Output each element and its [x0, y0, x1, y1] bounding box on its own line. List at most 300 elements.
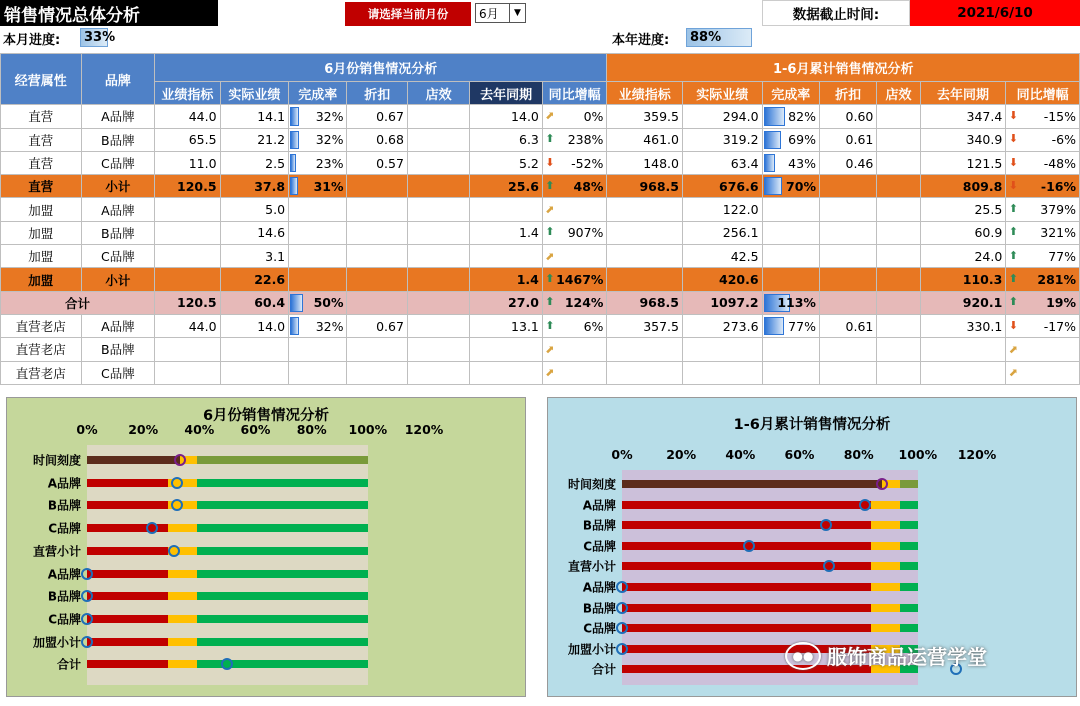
category-label: 合计 — [591, 662, 616, 677]
arrow-down-icon: ⬇ — [1008, 155, 1018, 169]
value-marker — [859, 499, 871, 511]
value-cell — [347, 245, 407, 268]
band-segment — [900, 624, 918, 632]
arrow-up-icon: ⬆ — [1008, 225, 1018, 239]
completion-value: 50% — [313, 295, 344, 311]
value-cell: 14.0 — [220, 314, 288, 337]
value-cell: 13.1 — [470, 314, 543, 337]
value-cell — [407, 338, 469, 361]
completion-bar — [764, 177, 782, 195]
completion-cell — [289, 245, 347, 268]
value-cell — [819, 291, 876, 314]
completion-bar — [290, 107, 298, 125]
value-cell — [607, 221, 683, 244]
value-cell — [819, 175, 876, 198]
arrow-flat-icon: ⬈ — [1008, 342, 1018, 356]
completion-cell — [289, 314, 347, 337]
yoy-cell — [1006, 175, 1080, 198]
col-header: 店效 — [877, 82, 920, 105]
row-brand: A品牌 — [81, 198, 155, 221]
row-attr: 直营 — [1, 175, 82, 198]
value-cell: 14.0 — [470, 105, 543, 128]
value-cell — [607, 338, 683, 361]
yoy-value: 124% — [564, 295, 604, 311]
value-cell: 148.0 — [607, 151, 683, 174]
value-cell — [347, 361, 407, 384]
arrow-up-icon: ⬆ — [1008, 272, 1018, 286]
completion-bar — [290, 294, 303, 312]
x-tick-label: 40% — [184, 422, 215, 437]
value-cell — [155, 245, 220, 268]
value-cell: 0.61 — [819, 128, 876, 151]
value-cell: 1.4 — [470, 268, 543, 291]
row-attr: 加盟 — [1, 268, 82, 291]
band-segment — [197, 570, 368, 578]
arrow-flat-icon: ⬈ — [545, 366, 555, 380]
completion-bar — [764, 154, 775, 172]
x-tick-label: 40% — [725, 447, 756, 462]
band-segment — [197, 547, 368, 555]
arrow-down-icon: ⬇ — [1008, 108, 1018, 122]
arrow-up-icon: ⬆ — [545, 295, 555, 309]
value-cell — [607, 361, 683, 384]
band-segment — [87, 501, 168, 509]
value-marker — [171, 477, 183, 489]
completion-value: 70% — [786, 178, 816, 194]
table-row — [1, 175, 1080, 198]
value-marker — [743, 540, 755, 552]
value-cell — [347, 175, 407, 198]
yoy-value: 19% — [1046, 295, 1076, 311]
x-tick-label: 0% — [611, 447, 633, 462]
value-cell — [682, 338, 762, 361]
completion-value: 31% — [313, 178, 344, 194]
value-cell: 256.1 — [682, 221, 762, 244]
yoy-cell — [542, 105, 607, 128]
value-cell: 3.1 — [220, 245, 288, 268]
x-tick-label: 100% — [898, 447, 938, 462]
band-segment — [87, 547, 168, 555]
value-cell — [347, 291, 407, 314]
value-cell — [877, 221, 920, 244]
value-cell: 809.8 — [920, 175, 1006, 198]
value-cell — [407, 221, 469, 244]
completion-value: 32% — [315, 318, 344, 334]
yoy-value: 1467% — [556, 272, 604, 288]
value-cell: 42.5 — [682, 245, 762, 268]
category-label: C品牌 — [583, 539, 616, 554]
value-cell — [407, 105, 469, 128]
value-marker — [81, 590, 93, 602]
category-label: 加盟小计 — [567, 642, 616, 657]
yoy-cell — [1006, 105, 1080, 128]
value-cell: 27.0 — [470, 291, 543, 314]
yoy-cell — [542, 198, 607, 221]
row-attr: 合计 — [1, 291, 155, 314]
band-segment — [197, 479, 368, 487]
chart-title: 1-6月累计销售情况分析 — [733, 417, 891, 433]
band-segment — [871, 501, 901, 509]
value-cell: 920.1 — [920, 291, 1006, 314]
arrow-down-icon: ⬇ — [1008, 132, 1018, 146]
value-marker — [81, 568, 93, 580]
category-label: 合计 — [56, 657, 81, 672]
yoy-cell — [542, 338, 607, 361]
band-segment — [622, 480, 882, 488]
completion-value: 43% — [788, 155, 816, 171]
value-cell — [607, 198, 683, 221]
value-cell — [347, 338, 407, 361]
value-cell — [920, 361, 1006, 384]
table-row — [1, 291, 1080, 314]
completion-cell — [289, 291, 347, 314]
yoy-cell — [1006, 361, 1080, 384]
value-cell — [819, 268, 876, 291]
arrow-up-icon: ⬆ — [545, 318, 555, 332]
value-cell: 44.0 — [155, 314, 220, 337]
band-segment — [87, 592, 168, 600]
value-cell — [155, 268, 220, 291]
row-brand: C品牌 — [81, 361, 155, 384]
completion-cell — [289, 221, 347, 244]
x-tick-label: 120% — [404, 422, 444, 437]
completion-bar — [764, 317, 784, 335]
watermark-text: 服饰商品运营学堂 — [827, 645, 987, 669]
band-segment — [900, 521, 918, 529]
row-brand: 小计 — [81, 175, 155, 198]
row-attr: 直营老店 — [1, 361, 82, 384]
month-progress-value: 33% — [80, 28, 108, 47]
completion-bar — [290, 154, 296, 172]
x-tick-label: 80% — [296, 422, 327, 437]
band-segment — [622, 501, 871, 509]
completion-value: 77% — [788, 318, 816, 334]
col-header: 实际业绩 — [682, 82, 762, 105]
value-cell: 63.4 — [682, 151, 762, 174]
chart-title: 6月份销售情况分析 — [202, 408, 330, 424]
yoy-cell — [542, 361, 607, 384]
band-segment — [622, 583, 871, 591]
value-marker — [616, 602, 628, 614]
yoy-cell — [542, 175, 607, 198]
row-brand: B品牌 — [81, 338, 155, 361]
header-bar — [0, 0, 1080, 50]
yoy-cell — [542, 221, 607, 244]
value-cell — [407, 291, 469, 314]
value-cell: 24.0 — [920, 245, 1006, 268]
value-cell — [155, 198, 220, 221]
category-label: C品牌 — [48, 612, 81, 627]
row-brand: C品牌 — [81, 245, 155, 268]
col-header: 去年同期 — [470, 82, 543, 105]
value-marker — [221, 658, 233, 670]
x-tick-label: 100% — [348, 422, 388, 437]
col-header: 同比增幅 — [1006, 82, 1080, 105]
value-cell: 11.0 — [155, 151, 220, 174]
value-cell — [407, 175, 469, 198]
band-segment — [900, 542, 918, 550]
band-segment — [197, 456, 368, 464]
value-cell — [407, 198, 469, 221]
yoy-value: 281% — [1037, 272, 1076, 288]
chevron-down-icon[interactable]: ▼ — [509, 4, 525, 22]
table-row — [1, 151, 1080, 174]
table-row — [1, 361, 1080, 384]
value-cell: 60.4 — [220, 291, 288, 314]
value-cell — [877, 268, 920, 291]
x-tick-label: 0% — [76, 422, 98, 437]
month-dropdown-value: 6月 — [479, 6, 499, 21]
value-cell — [407, 128, 469, 151]
col-header: 业绩指标 — [607, 82, 683, 105]
yoy-value: 379% — [1040, 202, 1076, 218]
table-row — [1, 268, 1080, 291]
row-brand: B品牌 — [81, 128, 155, 151]
value-cell: 5.2 — [470, 151, 543, 174]
x-tick-label: 60% — [240, 422, 271, 437]
band-segment — [87, 479, 168, 487]
value-cell: 122.0 — [682, 198, 762, 221]
value-cell — [407, 268, 469, 291]
value-cell: 0.68 — [347, 128, 407, 151]
category-label: B品牌 — [47, 589, 81, 604]
value-marker — [81, 636, 93, 648]
value-cell — [407, 314, 469, 337]
band-segment — [168, 615, 196, 623]
value-cell: 25.5 — [920, 198, 1006, 221]
completion-value: 82% — [788, 108, 816, 124]
table-row — [1, 221, 1080, 244]
completion-cell — [289, 175, 347, 198]
value-cell: 2.5 — [220, 151, 288, 174]
band-segment — [622, 521, 871, 529]
value-marker — [174, 454, 186, 466]
value-cell: 461.0 — [607, 128, 683, 151]
band-segment — [622, 604, 871, 612]
completion-cell — [762, 175, 819, 198]
completion-bar — [290, 131, 298, 149]
yoy-value: 77% — [1048, 248, 1076, 264]
value-cell — [682, 361, 762, 384]
value-cell — [819, 338, 876, 361]
value-cell: 968.5 — [607, 291, 683, 314]
category-label: 直营小计 — [32, 544, 81, 559]
value-cell: 6.3 — [470, 128, 543, 151]
band-segment — [87, 456, 180, 464]
arrow-up-icon: ⬆ — [1008, 202, 1018, 216]
sales-table — [0, 53, 1080, 385]
x-tick-label: 60% — [784, 447, 815, 462]
arrow-down-icon: ⬇ — [1008, 178, 1018, 192]
value-marker — [616, 581, 628, 593]
table-row — [1, 198, 1080, 221]
yoy-cell — [1006, 291, 1080, 314]
completion-cell — [289, 268, 347, 291]
yoy-value: 907% — [567, 225, 604, 241]
value-marker — [876, 478, 888, 490]
value-cell — [155, 221, 220, 244]
value-cell — [877, 105, 920, 128]
value-cell: 14.6 — [220, 221, 288, 244]
row-brand: A品牌 — [81, 105, 155, 128]
completion-cell — [289, 151, 347, 174]
completion-cell — [762, 291, 819, 314]
table-row — [1, 105, 1080, 128]
head-ytd-group: 1-6月累计销售情况分析 — [607, 54, 1080, 82]
band-segment — [622, 624, 871, 632]
completion-value: 69% — [788, 132, 816, 148]
arrow-up-icon: ⬆ — [1008, 295, 1018, 309]
table-row — [1, 245, 1080, 268]
completion-bar — [764, 131, 782, 149]
arrow-down-icon: ⬇ — [545, 155, 555, 169]
value-cell: 359.5 — [607, 105, 683, 128]
completion-cell — [762, 221, 819, 244]
category-label: C品牌 — [583, 621, 616, 636]
completion-bar — [764, 107, 785, 125]
col-header: 折扣 — [347, 82, 407, 105]
value-marker — [171, 499, 183, 511]
value-cell — [470, 198, 543, 221]
yoy-cell — [1006, 221, 1080, 244]
col-header: 完成率 — [289, 82, 347, 105]
value-cell: 44.0 — [155, 105, 220, 128]
yoy-cell — [542, 245, 607, 268]
band-segment — [168, 638, 196, 646]
value-cell: 22.6 — [220, 268, 288, 291]
row-attr: 加盟 — [1, 198, 82, 221]
yoy-value: 238% — [567, 132, 604, 148]
value-cell: 65.5 — [155, 128, 220, 151]
value-cell — [877, 361, 920, 384]
completion-cell — [289, 128, 347, 151]
band-segment — [871, 604, 901, 612]
yoy-value: -6% — [1051, 132, 1076, 148]
arrow-flat-icon: ⬈ — [545, 203, 555, 217]
completion-cell — [762, 151, 819, 174]
value-cell — [347, 221, 407, 244]
yoy-cell — [1006, 198, 1080, 221]
band-segment — [197, 592, 368, 600]
completion-value: 23% — [315, 155, 344, 171]
row-attr: 直营 — [1, 151, 82, 174]
value-cell: 0.67 — [347, 105, 407, 128]
yoy-value: 6% — [583, 318, 604, 334]
value-cell — [819, 245, 876, 268]
value-cell — [407, 361, 469, 384]
value-cell: 0.60 — [819, 105, 876, 128]
yoy-value: 321% — [1040, 225, 1076, 241]
value-cell: 968.5 — [607, 175, 683, 198]
completion-cell — [289, 105, 347, 128]
yoy-value: -15% — [1043, 108, 1076, 124]
value-cell — [877, 314, 920, 337]
category-label: 加盟小计 — [32, 635, 81, 650]
band-segment — [197, 638, 368, 646]
head-attr: 经营属性 — [1, 54, 82, 105]
x-tick-label: 120% — [957, 447, 997, 462]
table-row — [1, 338, 1080, 361]
band-segment — [900, 501, 918, 509]
completion-value: 113% — [777, 295, 816, 311]
row-brand: 小计 — [81, 268, 155, 291]
band-segment — [871, 562, 901, 570]
value-cell: 347.4 — [920, 105, 1006, 128]
value-cell: 37.8 — [220, 175, 288, 198]
value-cell: 0.61 — [819, 314, 876, 337]
value-cell: 0.67 — [347, 314, 407, 337]
band-segment — [197, 524, 368, 532]
value-cell: 420.6 — [682, 268, 762, 291]
arrow-up-icon: ⬆ — [545, 132, 555, 146]
band-segment — [871, 521, 901, 529]
completion-cell — [289, 338, 347, 361]
yoy-cell — [542, 128, 607, 151]
value-cell — [155, 361, 220, 384]
category-label: B品牌 — [47, 498, 81, 513]
value-cell: 110.3 — [920, 268, 1006, 291]
completion-cell — [762, 338, 819, 361]
completion-cell — [762, 245, 819, 268]
row-brand: A品牌 — [81, 314, 155, 337]
value-cell: 294.0 — [682, 105, 762, 128]
yoy-cell — [542, 151, 607, 174]
category-label: C品牌 — [48, 521, 81, 536]
band-segment — [900, 604, 918, 612]
completion-bar — [290, 177, 298, 195]
month-progress-label: 本月进度: — [3, 32, 61, 48]
month-dropdown[interactable] — [475, 3, 526, 23]
arrow-flat-icon: ⬈ — [545, 249, 555, 263]
value-cell: 60.9 — [920, 221, 1006, 244]
band-segment — [197, 615, 368, 623]
completion-cell — [289, 361, 347, 384]
yoy-cell — [542, 314, 607, 337]
band-segment — [87, 660, 168, 668]
category-label: B品牌 — [582, 601, 616, 616]
value-marker — [823, 560, 835, 572]
value-marker — [168, 545, 180, 557]
band-segment — [168, 524, 196, 532]
yoy-cell — [1006, 338, 1080, 361]
row-attr: 加盟 — [1, 221, 82, 244]
value-cell — [347, 268, 407, 291]
completion-value: 32% — [315, 108, 344, 124]
arrow-flat-icon: ⬈ — [1008, 366, 1018, 380]
value-cell — [819, 198, 876, 221]
value-marker — [820, 519, 832, 531]
value-cell — [877, 198, 920, 221]
value-cell: 0.57 — [347, 151, 407, 174]
pick-month-label: 请选择当前月份 — [345, 2, 471, 26]
value-cell: 0.46 — [819, 151, 876, 174]
row-attr: 直营 — [1, 105, 82, 128]
category-label: A品牌 — [47, 476, 81, 491]
band-segment — [900, 562, 918, 570]
band-segment — [900, 583, 918, 591]
head-brand: 品牌 — [81, 54, 155, 105]
col-header: 业绩指标 — [155, 82, 220, 105]
value-cell — [877, 338, 920, 361]
value-cell — [220, 338, 288, 361]
value-cell: 120.5 — [155, 291, 220, 314]
value-cell — [470, 245, 543, 268]
category-label: 时间刻度 — [567, 477, 616, 492]
value-cell: 1.4 — [470, 221, 543, 244]
value-cell — [347, 198, 407, 221]
completion-cell — [762, 268, 819, 291]
value-cell — [155, 338, 220, 361]
